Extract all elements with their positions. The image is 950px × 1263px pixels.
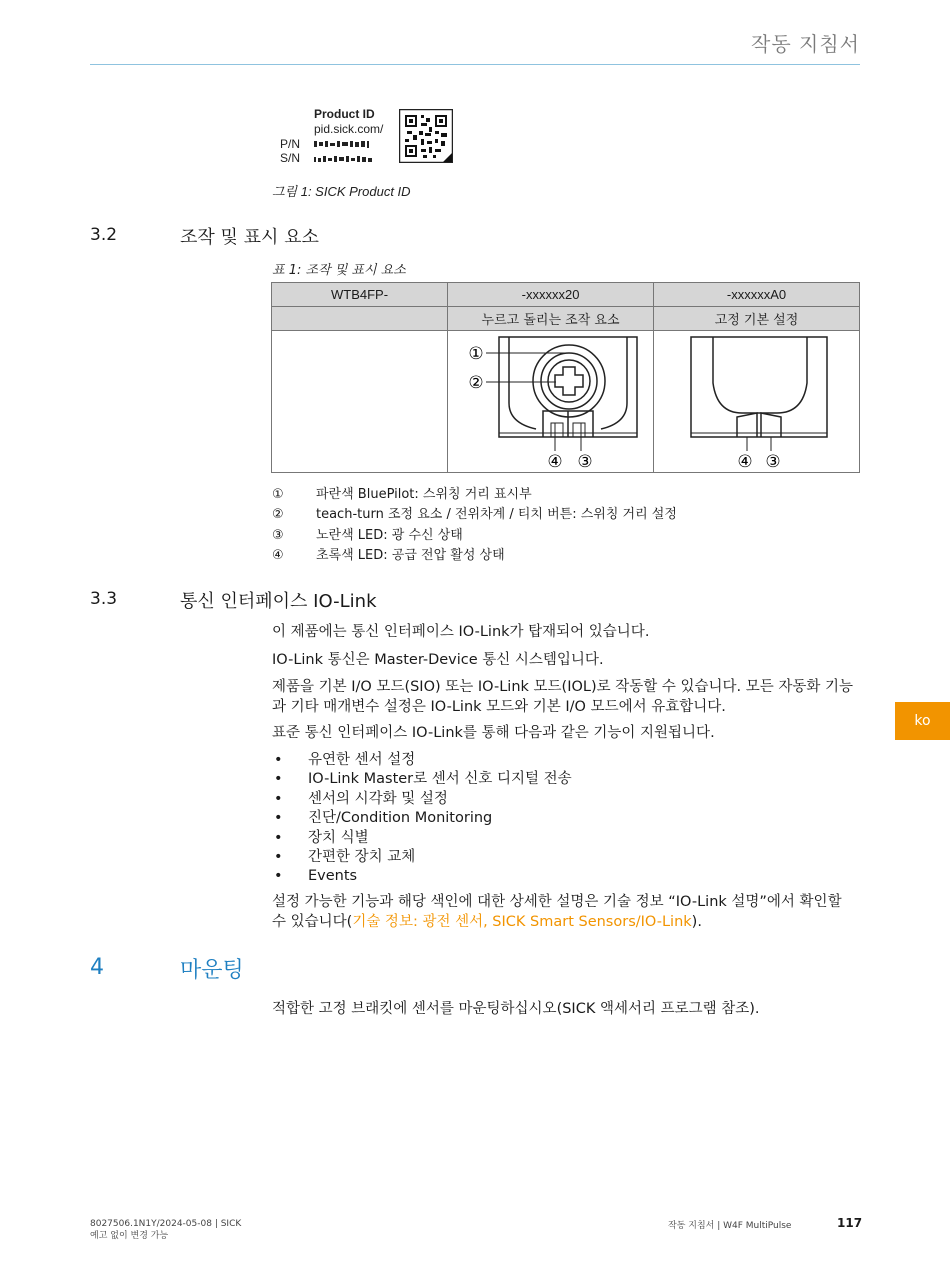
legend-item xyxy=(272,526,677,546)
list-item-text: IO-Link Master로 센서 신호 디지털 전송 xyxy=(308,771,572,788)
legend-text: 노란색 LED: 광 수신 상태 xyxy=(316,527,463,543)
section-title: 통신 인터페이스 IO-Link xyxy=(180,591,377,612)
product-id-label xyxy=(278,106,458,168)
running-header-title: 작동 지침서 xyxy=(751,32,860,56)
section-number: 3.2 xyxy=(90,225,118,245)
footer-doc-info xyxy=(90,1218,241,1242)
qr-code-graphic xyxy=(399,109,453,163)
list-item: • Events xyxy=(272,867,572,886)
product-id-url: pid.sick.com/ xyxy=(314,122,384,136)
list-item-text: 센서의 시각화 및 설정 xyxy=(308,790,448,807)
paragraph: 이 제품에는 통신 인터페이스 IO-Link가 탑재되어 있습니다. xyxy=(272,624,650,640)
table-cell-empty xyxy=(272,331,448,473)
table-header-cell: WTB4FP- xyxy=(272,283,448,307)
product-id-title: Product ID xyxy=(314,107,375,121)
part-number-label: P/N xyxy=(280,137,301,151)
footer-doc-id: 8027506.1N1Y/2024-05-08 | SICK xyxy=(90,1219,242,1229)
chapter-title: 마운팅 xyxy=(180,958,244,983)
legend-item xyxy=(272,505,677,525)
list-item: • 유연한 센서 설정 xyxy=(272,751,572,770)
section-title: 조작 및 표시 요소 xyxy=(180,227,319,248)
chapter-number: 4 xyxy=(90,955,104,980)
feature-list xyxy=(272,751,572,887)
legend-number: ② xyxy=(272,507,284,523)
callout-marker: ① xyxy=(467,343,484,364)
legend-item xyxy=(272,546,677,566)
paragraph: 적합한 고정 브래킷에 센서를 마운팅하십시오(SICK 액세서리 프로그램 참조). xyxy=(272,1001,760,1017)
list-item-text: 유연한 센서 설정 xyxy=(308,752,416,768)
rotary-control-diagram xyxy=(451,333,651,471)
header-divider xyxy=(90,64,860,65)
table-header-cell: -xxxxxxA0 xyxy=(654,283,860,307)
callout-marker: ② xyxy=(467,372,484,393)
list-item: • 간편한 장치 교체 xyxy=(272,848,572,867)
callout-marker: ④ xyxy=(736,451,753,471)
paragraph: 제품을 기본 I/O 모드(SIO) 또는 IO-Link 모드(IOL)로 작동할 수 있습니다. 모든 자동화 기능과 기타 매개변수 설정은 IO-Link 모드와 기본 I/O 모드에서 유효합니다. xyxy=(272,679,853,715)
paragraph: 표준 통신 인터페이스 IO-Link를 통해 다음과 같은 기능이 지원됩니다. xyxy=(272,725,715,741)
footer-notice: 예고 없이 변경 가능 xyxy=(90,1231,169,1241)
list-item-text: 장치 식별 xyxy=(308,829,369,846)
legend-text: teach-turn 조정 요소 / 전위차계 / 티치 버튼: 스위칭 거리 설정 xyxy=(316,507,677,523)
table-header-cell: -xxxxxx20 xyxy=(448,283,654,307)
list-item: • 장치 식별 xyxy=(272,829,572,848)
list-item: • 진단/Condition Monitoring xyxy=(272,809,572,828)
table-subheader-cell: 누르고 돌리는 조작 요소 xyxy=(448,307,654,331)
list-item: • 센서의 시각화 및 설정 xyxy=(272,790,572,809)
obscured-number-graphic xyxy=(314,139,378,167)
serial-number-label: S/N xyxy=(280,151,301,165)
callout-marker: ④ xyxy=(546,451,563,471)
callout-marker: ③ xyxy=(764,451,781,471)
table-subheader-cell: 고정 기본 설정 xyxy=(654,307,860,331)
fixed-setting-diagram xyxy=(657,333,857,471)
figure-caption: 그림 1: SICK Product ID xyxy=(272,184,411,199)
language-tab[interactable]: ko xyxy=(895,702,950,740)
legend-number: ④ xyxy=(272,547,284,563)
table-cell-diagram-fixed xyxy=(654,331,860,473)
callout-marker: ③ xyxy=(576,451,593,471)
list-item-text: 간편한 장치 교체 xyxy=(308,849,416,866)
table-caption: 표 1: 조작 및 표시 요소 xyxy=(272,263,406,278)
legend-text: 초록색 LED: 공급 전압 활성 상태 xyxy=(316,547,505,563)
legend-text: 파란색 BluePilot: 스위칭 거리 표시부 xyxy=(316,487,532,502)
controls-table xyxy=(271,282,860,473)
tech-info-link[interactable]: 기술 정보: 광전 센서, SICK Smart Sensors/IO-Link xyxy=(352,914,692,930)
table-subheader-cell xyxy=(272,307,448,331)
table-cell-diagram-rotary xyxy=(448,331,654,473)
page-number: 117 xyxy=(837,1216,863,1230)
section-number: 3.3 xyxy=(90,589,118,609)
list-item-text: Events xyxy=(308,868,358,885)
closing-text: 설정 가능한 기능과 해당 색인에 대한 상세한 설명은 기술 정보 “IO-Link 설명”에서 확인할 수 있습니다( xyxy=(272,894,842,930)
legend-number: ③ xyxy=(272,527,284,543)
legend-list xyxy=(272,485,677,566)
list-item: • IO-Link Master로 센서 신호 디지털 전송 xyxy=(272,770,572,789)
legend-number: ① xyxy=(272,487,284,502)
footer-doc-title: 작동 지침서 | W4F MultiPulse xyxy=(668,1221,792,1231)
list-item-text: 진단/Condition Monitoring xyxy=(308,810,493,827)
closing-paragraph xyxy=(272,892,860,932)
legend-item xyxy=(272,485,677,505)
paragraph: IO-Link 통신은 Master-Device 통신 시스템입니다. xyxy=(272,652,604,668)
closing-end: ). xyxy=(691,914,702,930)
